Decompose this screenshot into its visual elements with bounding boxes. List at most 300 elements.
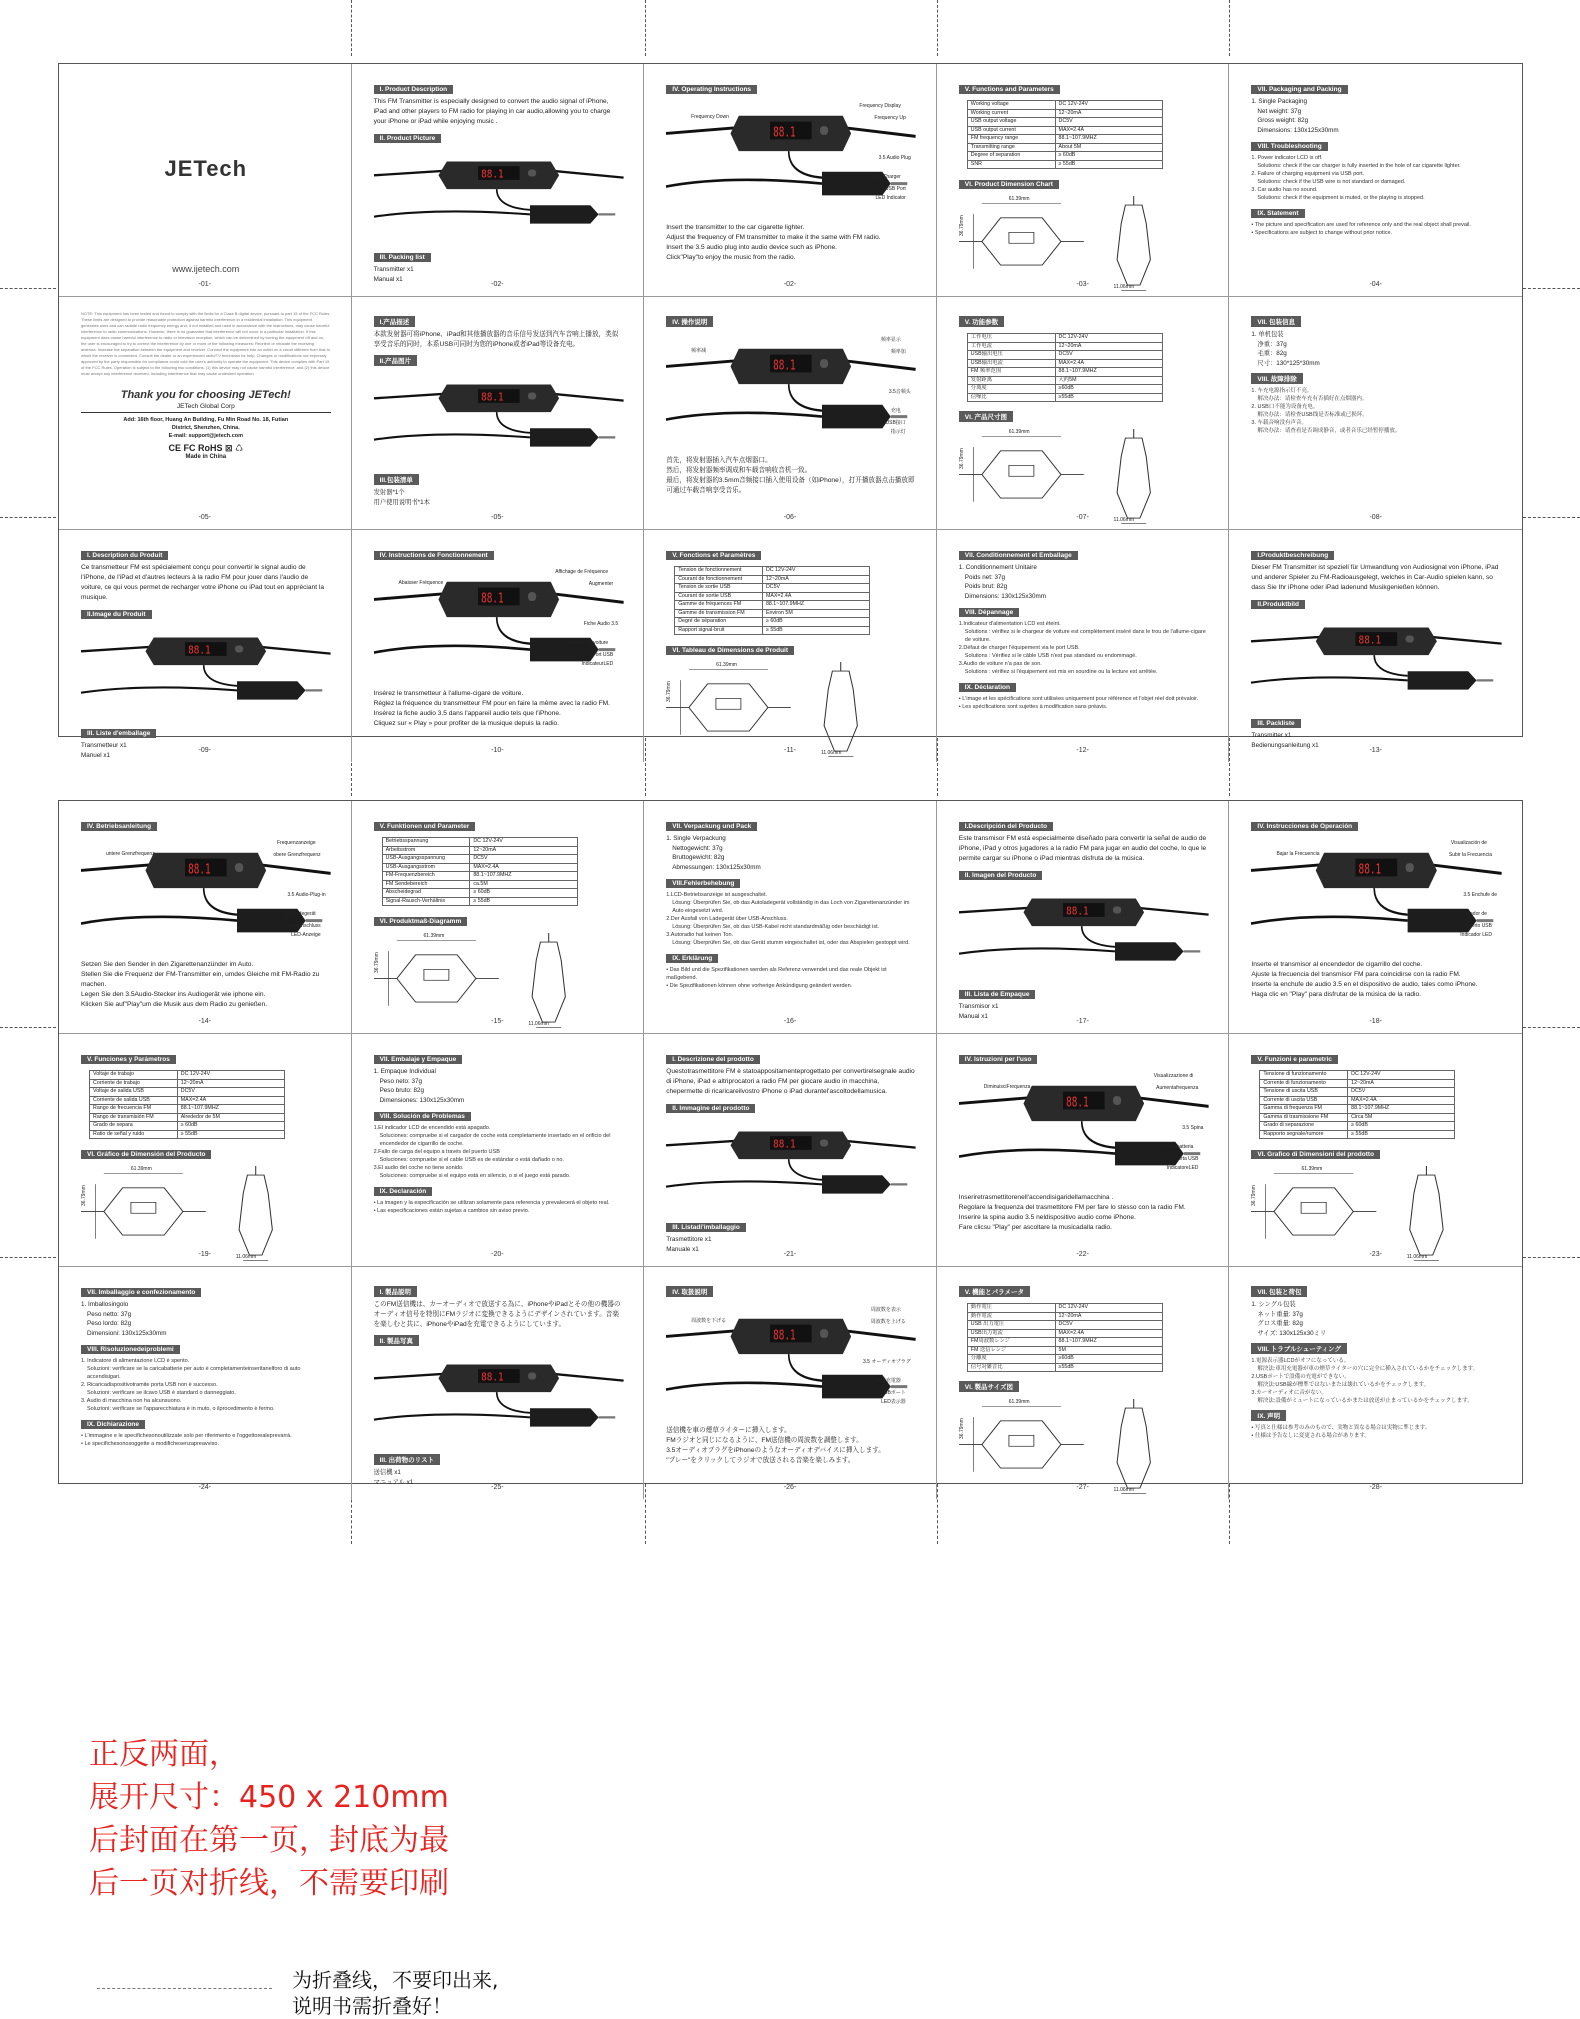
instruction-step: Insérez le transmetteur à l'allume-cigare de voiture. [373,690,524,697]
print-instructions [89,1733,449,1905]
section-heading: IV. 操作说明 [666,316,713,327]
diagram-label: 周波数を下げる [691,1317,727,1324]
product-description: Dieser FM Transmitter ist speziell für Umwandlung von Audiosignal von iPhone, iPad und anderer Spieler zu FM-Radioausgelegt, welches in Car-Audio spielen kann, so dass Sie Ihr iPhone oder iPad ladenund Musikgenießen können. [1251,564,1499,591]
dimension-depth: 11.06mm [1113,284,1135,290]
table-row [675,618,870,627]
section-heading: V. Funciones y Parámetros [81,1055,176,1064]
page-specs-en [937,64,1230,297]
param-name: 分离度 [967,385,1055,394]
dimension-height: 36.79mm [958,1418,965,1439]
param-name: Voltaje de salida USB [90,1088,178,1097]
param-value: ≥ 55dB [1055,160,1162,169]
email-line: E-mail: support@jetech.com [168,433,244,439]
table-row [675,584,870,593]
instruction-step: Insert the 3.5 audio plug into audio device such as iPhone. [666,244,838,251]
print-note-line: 后一页对折线，不需要印刷 [89,1866,449,1901]
param-name: Rapporto segnale/rumore [1260,1130,1348,1139]
troubleshooting-item: Solutions : vérifiez si l'équipement est mis en sourdine ou la lecture est arrêtée. [964,669,1158,676]
brand-logo: JETech [164,156,248,181]
table-row [90,1096,285,1105]
instruction-step: Inseriretrasmettitorenell'accendisigaridellamacchina . [958,1194,1114,1201]
param-name: Ratio de señal y ruido [90,1130,178,1139]
param-name: Signal-Rausch-Verhältnis [382,897,470,906]
section-heading: VI. Gráfico de Dimensión del Producto [81,1150,211,1159]
table-row [1260,1130,1455,1139]
product-description: Este transmisor FM está especialmente diseñado para convertir la señal de audio de iPhone, iPad y otros jugadores a la radio FM para jugar en audio del coche, lo que le permite cargar su iPhone o iPad mientras disfruta de la música. [958,835,1207,862]
table-row [967,359,1162,368]
page-number: -16- [783,1018,797,1025]
page-number: -01- [198,281,212,288]
section-heading: I. 製品説明 [374,1286,417,1297]
diagram-label: 3.5 Enchufe de [1463,892,1497,899]
statement-item: • 写真と仕様は参考のみのもので、実物と異なる場合は実物に準じます。 [1251,1425,1431,1432]
param-value: ≥ 55dB [762,626,869,635]
table-row [382,863,577,872]
svg-text:88.1: 88.1 [773,1139,796,1151]
param-value: ≥60dB [1055,1355,1162,1364]
table-row [967,368,1162,377]
section-heading: I. Descrizione del prodotto [666,1055,760,1064]
param-value: DC5V [762,584,869,593]
param-name: 信噪比 [967,393,1055,402]
address-line: District, Shenzhen, China. [171,425,240,431]
page-number: -19- [198,1251,212,1258]
troubleshooting-item: Soluzioni: verificare se la caricabatterie per auto è completamenteinseritanelforo di auto accendisigari. [87,1366,301,1381]
dimension-width: 61.39mm [1301,1166,1323,1172]
table-row [967,143,1162,152]
troubleshooting-item: Lösung: Überprüfen Sie, ob das Autoladegerät vollständig in das Loch von Zigarettenanzünder im Auto eingesetzt wird. [672,900,910,915]
page-product-ja [352,1267,645,1499]
param-value: ≥ 60dB [1055,152,1162,161]
product-illustration [374,1353,624,1445]
svg-text:88.1: 88.1 [773,356,796,373]
product-picture [81,626,331,718]
param-name: 動作電圧 [967,1304,1055,1313]
param-value: ≥ 60dB [470,889,577,898]
diagram-label: 3.5 Audio-Plug-in [287,892,326,899]
param-name: 发射距离 [967,376,1055,385]
packing-detail: ネット重量: 37g [1257,1310,1303,1318]
fcc-legal-text: NOTE: This equipment has been tested and found to comply with the limits for a Class B digital device, pursuant to part 15 of the FCC Rules. These limits are designed to provide reasonable protection against harmful interference in a residential installation. This equipment generates uses and can radiate radio frequency energy and, if not installed and used in accordance with the instructions, may cause harmful interference to radio communications. However, there is no guarantee that interference will not occur in a particular installation. If this equipment does cause harmful interference to radio or television reception, which can be determined by turning the equipment off and on, the user is encouraged to try to correct the interference by one or more of the following measures: Reorient or relocate the receiving antenna. Increase the separation between the equipment and receiver. Connect the equipment into an outlet on a circuit different from that to which the receiver is connected. Consult the dealer or an experienced radio/TV technician for help. Changes or modifications not expressly approved by the party responsible for compliance could void the user's authority to operate the equipment. This device complies with Part 15 of the FCC Rules. Operation is subject to the following two conditions: (1) this device may not cause harmful interference, and (2) this device must accept any interference received, including interference that may cause undesired operation. [81,311,331,376]
diagram-label: obere Grenzfrequenz [273,852,321,859]
svg-text:88.1: 88.1 [480,392,504,404]
address [81,416,331,440]
param-value: ≥ 55dB [177,1130,284,1139]
table-row [1260,1113,1455,1122]
table-row [1260,1122,1455,1131]
page-packing-de [644,801,937,1034]
table-row [675,592,870,601]
page-number: -18- [1369,1018,1382,1025]
dimension-depth: 11.06mm [1406,1254,1428,1260]
troubleshooting-item: 解决办法：请检查车充有否插好在点烟器内。 [1257,396,1368,403]
section-heading: V. Functions and Parameters [959,85,1060,94]
page-specs-es [59,1034,352,1267]
packing-item: 发射器*1个 [373,489,405,496]
dimension-depth: 11.06mm [820,750,842,756]
fold-line-legend-sample [97,1988,272,1989]
section-heading: II.产品图片 [374,355,417,366]
section-heading: IV. Instrucciones de Operación [1251,822,1358,831]
operating-diagram [666,1304,916,1422]
diagram-label: Porta USB [1174,1155,1199,1162]
diagram-label: 充电 [890,408,901,415]
packing-item: マニュアル x1 [373,1478,414,1486]
diagram-label: 频率显示 [880,337,901,344]
fold-mark [1523,517,1580,518]
param-value: 88.1~107.9MHZ [1055,1338,1162,1347]
instruction-step: Click"Play"to enjoy the music from the radio. [666,254,796,261]
diagram-label: Aumentafrequenza [1156,1085,1199,1092]
page-product-de [1229,530,1522,762]
section-heading: VI. 产品尺寸图 [959,411,1013,422]
packing-detail: Dimensiones: 130x125x30mm [379,1096,465,1104]
troubleshooting-item: 3. 车载音响没有声音。 [1251,420,1308,427]
troubleshooting-item: Soluciones: compruebe si el cable USB es de estándar o está dañado o no. [379,1157,564,1164]
page-operating-de [59,801,352,1034]
diagram-label: USB接口 [885,419,906,426]
instruction-step: Insert the transmitter to the car cigarette lighter. [666,224,805,231]
param-value: DC 12V-24V [762,567,869,576]
page-number: -02- [491,281,504,288]
troubleshooting-item: 1.電源表示器LCDがオフになっている。 [1251,1358,1350,1365]
packing-item: Manual x1 [958,1012,988,1020]
fold-mark [1523,1027,1580,1028]
section-heading: II. Immagine del prodotto [666,1104,755,1113]
packing-item: Transmitter x1 [1251,732,1292,739]
diagram-label: Frequenzanzeige [276,840,316,847]
svg-text:88.1: 88.1 [1065,906,1089,918]
product-illustration [1251,616,1502,708]
param-value: 88.1~107.9MHZ [1055,135,1162,144]
table-row [967,1338,1162,1347]
packing-detail: Net weight: 37g [1257,107,1302,115]
operating-diagram [374,567,624,685]
param-value: ≥55dB [1055,1363,1162,1372]
page-specs-zh [937,297,1230,530]
svg-text:88.1: 88.1 [480,589,504,606]
param-value: ca.5M [470,880,577,889]
dimension-width: 61.39mm [1008,196,1030,202]
param-value: DC 12V-24V [470,838,577,847]
page-packing-it [59,1267,352,1499]
packing-detail: Peso netto: 37g [87,1310,132,1318]
table-row [967,109,1162,118]
table-row [967,1329,1162,1338]
page-product-fr [59,530,352,762]
param-name: Tensione di uscita USB [1260,1088,1348,1097]
troubleshooting-item: 2.Défaut de charger l'équipement via le port USB. [958,645,1080,652]
table-row [1260,1105,1455,1114]
param-value: DC5V [470,855,577,864]
table-row [967,351,1162,360]
page-product-it [644,1034,937,1267]
page-number: -10- [491,747,504,754]
table-row [967,1312,1162,1321]
param-value: DC 12V-24V [1055,1304,1162,1313]
param-name: Gamma di frequenza FM [1260,1105,1348,1114]
packing-detail: Peso neto: 37g [379,1077,422,1085]
diagram-label: untere Grenzfrequenz [105,850,155,857]
table-row [967,1355,1162,1364]
section-heading: VIII. Risoluzionedeiproblemi [81,1345,180,1354]
section-heading: IX. Dichiarazione [81,1420,145,1429]
table-row [1260,1096,1455,1105]
param-value: 88.1~107.9MHZ [1348,1105,1455,1114]
diagram-label: Indicador LED [1460,932,1492,939]
table-row [90,1088,285,1097]
param-value: ≥60dB [1055,385,1162,394]
packing-detail: Poids brut: 82g [964,583,1008,591]
troubleshooting-item: 2.Fallo de carga del equipo a través del puerto USB [373,1149,500,1156]
svg-text:88.1: 88.1 [188,860,211,877]
page-number: -04- [1369,281,1382,288]
page-specs-fr [644,530,937,762]
page-product-es [937,801,1230,1034]
table-row [967,376,1162,385]
page-number: -21- [783,1251,797,1258]
param-value: MAX=2.4A [1055,126,1162,135]
fold-mark [0,1027,56,1028]
page-number: -03- [1076,281,1089,288]
packing-detail: Peso lordo: 82g [87,1320,132,1328]
operating-diagram [1251,838,1502,956]
statement-item: • Specifications are subject to change without prior notice. [1251,230,1393,237]
diagram-label: Subir la Frecuencia [1448,852,1492,859]
page-operating-it [937,1034,1230,1267]
page-operating-ja [644,1267,937,1499]
param-value: ≥ 55dB [1348,1130,1455,1139]
product-description: 本款发射器可将iPhone、iPad和其他播放器的音乐信号发送到汽车音响上播放，类似享受音乐的同时，本系USB可同时为您的iPhone或者iPad等设备充电。 [373,331,619,348]
packing-detail: Abmessungen: 130x125x30mm [672,863,761,871]
param-name: Gamme de fréquences FM [675,601,763,610]
dimension-width: 61.39mm [1008,429,1030,435]
param-name: 工作电流 [967,342,1055,351]
dimension-width: 61.39mm [130,1166,152,1172]
parameter-table [967,100,1163,169]
table-row [967,118,1162,127]
param-name: Courant de sortie USB [675,592,763,601]
param-name: USB output current [967,126,1055,135]
instruction-step: Inserire la spina audio 3.5 neldispositivo audio come iPhone. [958,1214,1136,1221]
fold-mark [1523,288,1580,289]
fold-mark [0,288,56,289]
diagram-label: LED-Anzeige [291,932,321,939]
instruction-step: Ajuste la frecuencia del transmisor FM para coincidirse con la radio FM. [1251,971,1461,978]
statement-item: • Le specifichesonosoggette a modifichesenzapreavviso. [81,1441,219,1448]
param-name: Transmitting range [967,143,1055,152]
param-name: Corriente de trabajo [90,1079,178,1088]
section-heading: IX. 声明 [1251,1410,1286,1421]
table-row [382,897,577,906]
table-row [967,1363,1162,1372]
troubleshooting-item: 1.Indicateur d'alimentation LCD est éteint. [958,621,1061,628]
packing-detail: 净重：37g [1257,340,1287,348]
diagram-label: 频率减 [691,347,707,354]
operating-diagram [666,101,916,219]
instruction-step: Inserte la enchufe de audio 3.5 en el dispositivo de audio, tales como iPhone. [1251,981,1478,988]
param-name: Working current [967,109,1055,118]
troubleshooting-item: Lösung: Überprüfen Sie, ob das Gerät stumm eingeschaltet ist, oder das Abspielen gestoppt wird. [672,940,910,947]
param-value: 88.1~107.9MHZ [470,872,577,881]
fold-mark [645,0,646,56]
operating-diagram [81,838,331,956]
packing-detail: 1. Conditionnement Unitaire [958,564,1037,571]
troubleshooting-item: 解決法:設備がミュートになっているかまたは放送が止まっているかをチェックします。 [1257,1398,1473,1405]
param-value: 12~20mA [762,575,869,584]
table-row [967,385,1162,394]
operating-diagram [666,334,916,452]
param-value: ≥ 60dB [1348,1122,1455,1131]
param-value: DC5V [1055,118,1162,127]
diagram-label: 周波数を上げる [870,1319,906,1326]
diagram-label: 3.5 Spina [1182,1125,1204,1132]
product-picture [666,1120,916,1212]
troubleshooting-item: 解決法:USB線が標準ではないまたは壊れているかをチェックします。 [1257,1382,1430,1389]
packing-detail: 1. シングル包装 [1251,1301,1296,1308]
dimension-height: 36.79mm [373,952,380,973]
packing-detail: Gross weight: 82g [1257,117,1309,125]
page-number: -13- [1369,747,1382,754]
diagram-label: 3.5 Audio Plug [878,155,911,162]
param-value: 5M [1055,1346,1162,1355]
page-number: -24- [198,1484,212,1491]
dimension-depth: 11.06mm [1113,517,1135,523]
troubleshooting-item: 1. Indicatore di alimentazione LCD è spento. [81,1358,190,1365]
param-name: Corrente di uscita USB [1260,1096,1348,1105]
print-note-line: 正反两面， [89,1737,239,1772]
packing-item: Bedienungsanleitung x1 [1251,741,1319,749]
param-name: USB-Ausgangsspannung [382,855,470,864]
section-heading: VIII.Fehlerbehebung [666,879,740,888]
page-number: -07- [1076,514,1089,521]
param-name: Corriente de salida USB [90,1096,178,1105]
param-value: DC5V [1055,1321,1162,1330]
table-row [382,889,577,898]
packing-item: 送信機 x1 [373,1469,401,1476]
dimension-depth: 11.06mm [528,1021,549,1027]
made-in-label: Made in China [185,454,227,460]
product-picture [1251,616,1502,708]
page-back-cover [59,297,352,530]
section-heading: IV. Instructions de Fonctionnement [374,551,494,560]
param-name: 信号対雑音比 [967,1363,1055,1372]
section-heading: VIII. Dépannage [959,608,1019,617]
page-number: -28- [1369,1484,1382,1491]
table-row [967,101,1162,110]
table-row [1260,1079,1455,1088]
param-name: Tension de fonctionnement [675,567,763,576]
table-row [382,880,577,889]
section-heading: IV. 取扱説明 [666,1286,713,1297]
section-heading: II.Produktbild [1251,600,1305,609]
dimension-height: 36.79mm [81,1185,87,1206]
table-row [967,126,1162,135]
section-heading: III. Lista de Empaque [959,990,1036,999]
section-heading: VII. Verpackung und Pack [666,822,757,831]
instruction-step: "プレー"をクリックしてラジオで放送される音楽を楽しみます。 [666,1457,855,1464]
table-row [90,1130,285,1139]
section-heading: I.产品描述 [374,316,416,327]
packing-item: Manual x1 [373,275,403,283]
section-heading: VII. Packaging and Packing [1251,85,1347,94]
param-value: About 5M [1055,143,1162,152]
instruction-step: 然后，将发射器频率调成和车载音响收音机一致。 [666,467,812,474]
table-row [90,1113,285,1122]
svg-text:88.1: 88.1 [1065,1093,1089,1110]
packing-detail: Bruttogewicht: 82g [672,854,725,862]
param-value: DC5V [1348,1088,1455,1097]
fold-mark [0,517,56,518]
troubleshooting-item: 2. Ricaricadispositivotramite porta USB non è successo. [81,1382,218,1389]
table-row [967,342,1162,351]
page-product-en [352,64,645,297]
param-value: DC5V [1055,351,1162,360]
packing-item: Transmitter x1 [373,266,414,273]
instruction-step: Réglez la fréquence du transmetteur FM pour en faire la même avec la radio FM. [373,700,610,707]
statement-item: • L'immagine e le specifichesonoutilizzate solo per riferimento e l'oggettorealeprevarrà. [81,1433,292,1440]
param-name: FM 频率范围 [967,368,1055,377]
section-heading: VI. Tableau de Dimensions de Produit [666,646,794,655]
page-operating-es [1229,801,1522,1034]
troubleshooting-item: 2. USB口不能为设备充电。 [1251,404,1319,411]
section-heading: VIII. Solución de Problemas [374,1112,471,1121]
param-name: Rango de transmisión FM [90,1113,178,1122]
packing-detail: 尺寸：130*125*30mm [1257,359,1320,367]
page-number: -11- [784,747,796,754]
fold-mark [0,1257,56,1258]
page-packing-en [1229,64,1522,297]
troubleshooting-item: Lösung: Überprüfen Sie, ob das USB-Kabel nicht standardmäßig oder beschädigt ist. [672,924,880,931]
statement-item: • Die Spezifikationen können ohne vorherige Ankündigung geändert werden. [666,983,853,990]
instruction-step: FMラジオと同じになるように、FM送信機の周波数を調整します。 [666,1437,863,1444]
troubleshooting-item: Soluzioni: verificare se l'apparecchiatura è in muto, o ilprocedimento è fermo. [87,1406,275,1413]
table-row [675,575,870,584]
diagram-label: Visualización de [1450,840,1487,847]
troubleshooting-item: 1. Power indicator LCD is off. [1251,155,1323,162]
page-packing-fr [937,530,1230,762]
section-heading: III. Listadi'imballaggio [666,1223,746,1232]
section-heading: V. Fonctions et Paramètres [666,551,761,560]
parameter-table [967,333,1163,402]
instruction-step: 3.5オーディオプラグをiPhoneのようなオーディオデバイスに挿入します。 [666,1447,885,1454]
param-value: 12~20mA [1055,342,1162,351]
diagram-label: 3.5 オーディオプラグ [863,1359,911,1366]
page-number: -23- [1369,1251,1382,1258]
section-heading: I.Produktbeschreibung [1251,551,1334,560]
page-number: -06- [783,514,797,521]
section-heading: VIII. トラブルシューティング [1251,1343,1347,1354]
instruction-step: 送信機を車の煙草ライターに挿入します。 [666,1427,791,1434]
instruction-step: Legen Sie den 3.5Audio-Stecker ins Audiogerät wie iphone ein. [81,991,266,998]
diagram-label: Autoladegerät [284,911,316,918]
diagram-label: 周波数を表示 [870,1307,901,1314]
page-product-zh [352,297,645,530]
section-heading: IX. Erklärung [666,954,718,963]
statement-item: • Las especificaciones están sujetas a cambios sin aviso previo. [373,1208,530,1215]
packing-detail: Dimensions: 130x125x30mm [964,592,1046,600]
param-name: Working voltage [967,101,1055,110]
product-description: Questotrasmettitore FM è statoappositamenteprogettato per convertirelsegnale audio di iPhone, iPad e altriprocatori a radio FM per giocare audio in macchina, chepermette di ricaricareilvostro iPhone o iPad durantel'ascoltodellamusica. [666,1068,915,1095]
diagram-label: Chargeur de voiture [564,640,609,647]
param-value: DC 12V-24V [1055,101,1162,110]
product-illustration [374,150,624,242]
table-row [675,567,870,576]
packing-item: Manuel x1 [81,751,111,759]
section-heading: V. Funzioni e parametric [1251,1055,1338,1064]
param-name: Abscheidegrad [382,889,470,898]
param-name: FM-Frequenzbereich [382,872,470,881]
